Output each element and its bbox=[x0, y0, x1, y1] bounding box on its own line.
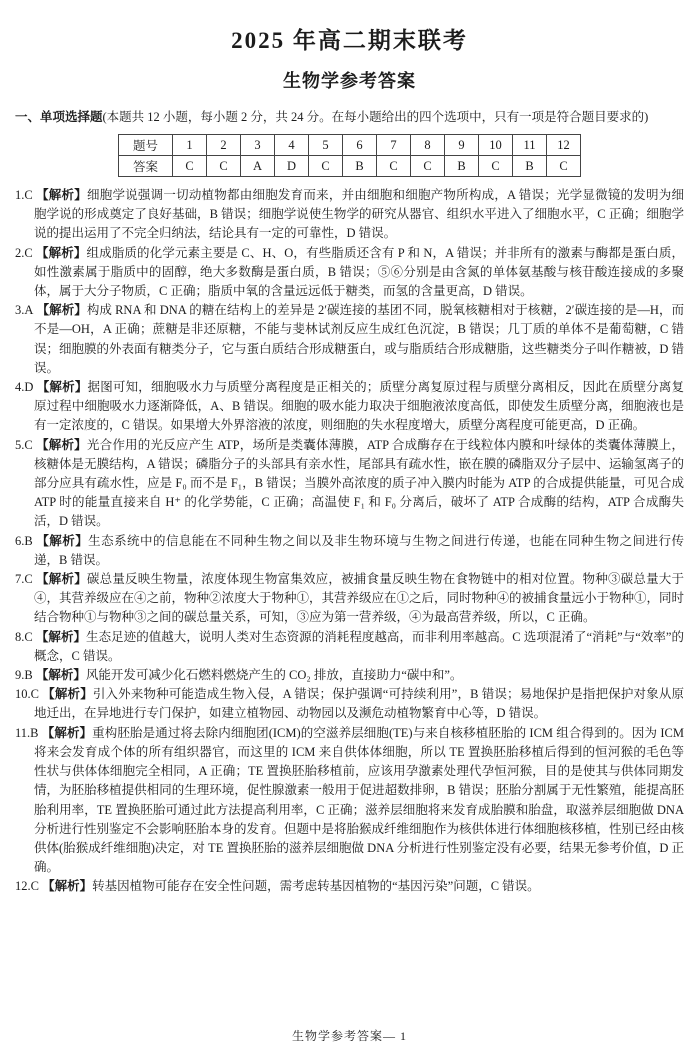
explanation-item-12 bbox=[15, 877, 684, 896]
analysis-text: 引入外来物种可能造成生物入侵，A 错误；保护强调“可持续利用”，B 错误；易地保护是指把保护对象从原地迁出，在异地进行专门保护，如建立植物园、动物园以及濒危动植物繁育中心等，D 错误。 bbox=[34, 687, 684, 721]
answer-label: 11.B bbox=[15, 725, 39, 740]
page-subtitle: 生物学参考答案 bbox=[283, 71, 416, 91]
question-number: 1 bbox=[173, 135, 207, 156]
answer-cell: B bbox=[513, 156, 547, 177]
answer-cell: B bbox=[343, 156, 377, 177]
analysis-tag: 【解析】 bbox=[36, 437, 87, 452]
analysis-text: 据图可知，细胞吸水力与质壁分离程度是正相关的；质壁分离复原过程与质壁分离相反，因此在质壁分离复原过程中细胞吸水力逐渐降低，A、B 错误。细胞的吸水能力取决于细胞液浓度高低，即使发生质壁分离，细胞液也是有一定浓度的，C 错误。如果增大外界溶液的浓度，则细胞的失水程度增大，质壁分离程度可能更高，D 正确。 bbox=[34, 380, 684, 433]
answer-label: 12.C bbox=[15, 879, 39, 894]
answer-label: 9.B bbox=[15, 668, 33, 683]
question-number-row-label: 题号 bbox=[119, 135, 173, 156]
analysis-tag: 【解析】 bbox=[36, 572, 87, 587]
analysis-tag: 【解析】 bbox=[35, 668, 86, 683]
section-instructions: (本题共 12 小题，每小题 2 分，共 24 分。在每小题给出的四个选项中，只有一项是符合题目要求的) bbox=[102, 110, 649, 124]
answer-label: 5.C bbox=[15, 437, 33, 452]
analysis-text: 风能开发可减少化石燃料燃烧产生的 CO₂ 排放，直接助力“碳中和”。 bbox=[85, 668, 463, 683]
question-number: 11 bbox=[513, 135, 547, 156]
section-header bbox=[15, 108, 684, 127]
analysis-tag: 【解析】 bbox=[35, 629, 87, 644]
answer-label: 3.A bbox=[15, 303, 34, 318]
analysis-text: 生态足迹的值越大，说明人类对生态资源的消耗程度越高，而非利用率越高。C 选项混淆了“消耗”与“效率”的概念，C 错误。 bbox=[34, 629, 684, 663]
explanation-item-2 bbox=[15, 244, 684, 302]
question-number: 2 bbox=[207, 135, 241, 156]
answer-cell: C bbox=[479, 156, 513, 177]
section-heading: 一、单项选择题 bbox=[15, 110, 103, 124]
answer-label: 6.B bbox=[15, 533, 33, 548]
analysis-tag: 【解析】 bbox=[36, 533, 89, 548]
answer-cell: C bbox=[411, 156, 445, 177]
analysis-text: 构成 RNA 和 DNA 的糖在结构上的差异是 2′碳连接的基团不同，脱氧核糖相对于核糖，2′碳连接的是—H，而不是—OH，A 正确；蔗糖是非还原糖，不能与斐林试剂反应生成红色沉淀，B 错误；几丁质的单体不是葡萄糖，C 错误；细胞膜的外表面有糖类分子，它与蛋白质结合形成糖蛋白，或与脂质结合形成糖脂，这些糖类分子叫作糖被，D 错误。 bbox=[34, 303, 684, 375]
answer-label: 2.C bbox=[15, 245, 33, 260]
answer-cell: A bbox=[241, 156, 275, 177]
explanation-item-6 bbox=[15, 532, 684, 570]
analysis-text: 生态系统中的信息能在不同种生物之间以及非生物环境与生物之间进行传递，也能在同种生物之间进行传递，B 错误。 bbox=[34, 533, 684, 567]
answer-cell: C bbox=[309, 156, 343, 177]
question-number: 9 bbox=[445, 135, 479, 156]
answer-cell: B bbox=[445, 156, 479, 177]
explanation-item-9 bbox=[15, 666, 684, 685]
explanation-item-11 bbox=[15, 724, 684, 878]
question-number: 12 bbox=[547, 135, 581, 156]
question-number: 6 bbox=[343, 135, 377, 156]
question-number: 7 bbox=[377, 135, 411, 156]
analysis-text: 光合作用的光反应产生 ATP，场所是类囊体薄膜，ATP 合成酶存在于线粒体内膜和叶绿体的类囊体薄膜上，核糖体是无膜结构，A 错误；磷脂分子的头部具有亲水性，尾部具有疏水性，嵌在膜的磷脂双分子层中、运输氢离子的部分应具有疏水性，应是 F₀ 而不是 F₁，B 错误；当膜外高浓度的质子冲入膜内时能为 ATP 的合成提供能量，可见合成 ATP 时的能量直接来自 H⁺ 的化学势能，C 正确；高温使 F₁ 和 F₀ 分离后，破坏了 ATP 合成酶的结构，ATP 合成酶失活，D 错误。 bbox=[34, 437, 685, 529]
answer-cell: C bbox=[207, 156, 241, 177]
analysis-text: 转基因植物可能存在安全性问题，需考虑转基因植物的“基因污染”问题，C 错误。 bbox=[92, 879, 540, 894]
question-number: 10 bbox=[479, 135, 513, 156]
answer-row-label: 答案 bbox=[119, 156, 173, 177]
analysis-tag: 【解析】 bbox=[36, 188, 87, 202]
analysis-text: 碳总量反映生物量，浓度体现生物富集效应，被捕食量反映生物在食物链中的相对位置。物种③碳总量大于④，其营养级应在④之前，物种②浓度大于物种①，其营养级应在①之后，同时物种④的被捕食量远小于物种①，同时结合物种①与物种③之间的碳总量关系，可知，③应为第一营养级，④为最高营养级，所以，C 正确。 bbox=[34, 572, 685, 625]
answer-label: 8.C bbox=[15, 629, 33, 644]
explanations-list bbox=[15, 186, 684, 897]
explanation-item-3 bbox=[15, 301, 684, 378]
question-number: 3 bbox=[241, 135, 275, 156]
answer-label: 1.C bbox=[15, 188, 33, 202]
answer-cell: C bbox=[547, 156, 581, 177]
answer-label: 7.C bbox=[15, 572, 33, 587]
answer-cell: D bbox=[275, 156, 309, 177]
question-number: 5 bbox=[309, 135, 343, 156]
answer-label: 4.D bbox=[15, 380, 34, 395]
page-footer: 生物学参考答案— 1 bbox=[291, 1029, 407, 1043]
explanation-item-1 bbox=[15, 186, 684, 244]
page-title: 2025 年高二期末联考 bbox=[231, 28, 468, 53]
answer-cell: C bbox=[173, 156, 207, 177]
explanation-item-8 bbox=[15, 628, 684, 666]
answer-table bbox=[118, 134, 581, 177]
explanation-item-7 bbox=[15, 570, 684, 628]
explanation-item-10 bbox=[15, 685, 684, 723]
question-number: 8 bbox=[411, 135, 445, 156]
answer-label: 10.C bbox=[15, 687, 39, 702]
question-number-row bbox=[119, 135, 581, 156]
answer-row bbox=[119, 156, 581, 177]
analysis-text: 细胞学说强调一切动植物都由细胞发育而来，并由细胞和细胞产物所构成，A 错误；光学显微镜的发明为细胞学说的形成奠定了良好基础，B 错误；细胞学说使生物学的研究从器官、组织水平进入了细胞水平，C 正确；细胞学说的提出运用了不完全归纳法，结论具有一定的可靠性，D 错误。 bbox=[34, 188, 684, 241]
analysis-tag: 【解析】 bbox=[36, 380, 88, 395]
question-number: 4 bbox=[275, 135, 309, 156]
analysis-text: 重构胚胎是通过将去除内细胞团(ICM)的空滋养层细胞(TE)与来自核移植胚胎的 ICM 组合得到的。因为 ICM 将来会发育成个体的所有组织器官，而这里的 ICM 来自供体体细胞，所以 TE 置换胚胎移植后得到的恒河猴的毛色等性状与供体体细胞完全相同，A 正确；TE 置换胚胎移植前，应该用孕激素处理代孕恒河猴，目的是使其与供体同期发情，为胚胎移植提供相同的生理环境，促性腺激素一般用于促进超数排卵，B 错误；胚胎分割属于无性繁殖，能提高胚胎利用率，TE 置换胚胎可通过此方法提高利用率，C 正确；滋养层细胞将来发育成胎膜和胎盘，取滋养层细胞做 DNA 分析进行性别鉴定不会影响胚胎本身的发育。但题中是将胎猴成纤维细胞作为核供体进行体细胞核移植，性别已经由核供体(胎猴成纤维细胞)决定，对 TE 置换胚胎的滋养层细胞做 DNA 分析进行性别鉴定没有必要，结果无参考价值，D 正确。 bbox=[34, 725, 685, 875]
analysis-tag: 【解析】 bbox=[36, 303, 87, 318]
explanation-item-5 bbox=[15, 436, 684, 532]
analysis-tag: 【解析】 bbox=[42, 687, 93, 702]
analysis-tag: 【解析】 bbox=[41, 725, 93, 740]
analysis-text: 组成脂质的化学元素主要是 C、H、O，有些脂质还含有 P 和 N，A 错误；并非所有的激素与酶都是蛋白质，如性激素属于脂质中的固醇，绝大多数酶是蛋白质，B 错误；⑤⑥分别是由含氮的单体氨基酸与核苷酸连接成的多聚体，属于大分子物质，C 正确；脂质中氧的含量远远低于糖类，而氢的含量更高，D 错误。 bbox=[34, 245, 684, 299]
answer-cell: C bbox=[377, 156, 411, 177]
explanation-item-4 bbox=[15, 378, 684, 436]
analysis-tag: 【解析】 bbox=[42, 879, 93, 894]
analysis-tag: 【解析】 bbox=[35, 245, 87, 260]
